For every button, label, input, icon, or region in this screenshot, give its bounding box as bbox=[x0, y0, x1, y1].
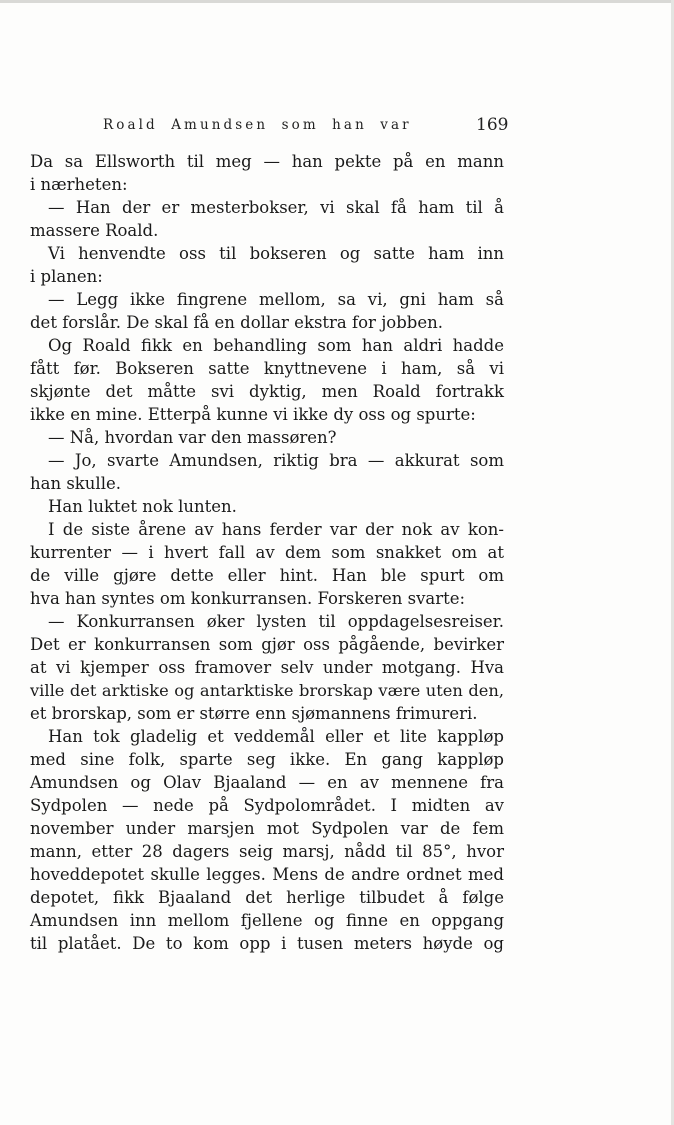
text-line: hoveddepotet skulle legges. Mens de andre ordnet med bbox=[30, 865, 504, 884]
text-line: depotet, fikk Bjaaland det herlige tilbudet å følge bbox=[30, 888, 504, 907]
text-line: i planen: bbox=[30, 267, 103, 286]
text-line: — Legg ikke fingrene mellom, sa vi, gni ham så bbox=[48, 290, 504, 309]
text-line: Sydpolen — nede på Sydpolområdet. I midten av bbox=[30, 796, 504, 815]
text-line: med sine folk, sparte seg ikke. En gang kappløp bbox=[30, 750, 504, 769]
text-line: Da sa Ellsworth til meg — han pekte på en mann bbox=[30, 152, 504, 171]
text-line: et brorskap, som er større enn sjømannens frimureri. bbox=[30, 704, 478, 723]
text-line: til platået. De to kom opp i tusen meters høyde og bbox=[30, 934, 504, 953]
text-line: ville det arktiske og antarktiske brorskap være uten den, bbox=[30, 681, 504, 700]
text-line: Og Roald fikk en behandling som han aldri hadde bbox=[48, 336, 504, 355]
text-line: ikke en mine. Etterpå kunne vi ikke dy oss og spurte: bbox=[30, 405, 476, 424]
text-line: Han luktet nok lunten. bbox=[48, 497, 237, 516]
text-line: — Konkurransen øker lysten til oppdagelsesreiser. bbox=[48, 612, 504, 631]
text-line: I de siste årene av hans ferder var der nok av kon- bbox=[48, 520, 504, 539]
text-line: — Jo, svarte Amundsen, riktig bra — akkurat som bbox=[48, 451, 504, 470]
text-line: kurrenter — i hvert fall av dem som snakket om at bbox=[30, 543, 504, 562]
body-text bbox=[30, 150, 504, 955]
text-line: det forslår. De skal få en dollar ekstra for jobben. bbox=[30, 313, 443, 332]
page-top-edge bbox=[0, 0, 674, 3]
text-line: massere Roald. bbox=[30, 221, 159, 240]
text-line: i nærheten: bbox=[30, 175, 128, 194]
text-line: Amundsen inn mellom fjellene og finne en oppgang bbox=[30, 911, 504, 930]
running-head: Roald Amundsen som han var bbox=[103, 117, 412, 133]
text-line: Amundsen og Olav Bjaaland — en av mennene fra bbox=[30, 773, 504, 792]
text-line: de ville gjøre dette eller hint. Han ble spurt om bbox=[30, 566, 504, 585]
text-line: fått før. Bokseren satte knyttnevene i ham, så vi bbox=[30, 359, 504, 378]
text-line: — Nå, hvordan var den massøren? bbox=[48, 428, 337, 447]
text-line: Det er konkurransen som gjør oss pågående, bevirker bbox=[30, 635, 504, 654]
text-line: Vi henvendte oss til bokseren og satte ham inn bbox=[48, 244, 504, 263]
text-line: at vi kjemper oss framover selv under motgang. Hva bbox=[30, 658, 504, 677]
page-number: 169 bbox=[476, 115, 509, 135]
text-line: hva han syntes om konkurransen. Forskeren svarte: bbox=[30, 589, 466, 608]
text-line: skjønte det måtte svi dyktig, men Roald fortrakk bbox=[30, 382, 504, 401]
text-line: november under marsjen mot Sydpolen var de fem bbox=[30, 819, 504, 838]
text-line: — Han der er mesterbokser, vi skal få ham til å bbox=[48, 198, 504, 217]
text-line: Han tok gladelig et veddemål eller et lite kappløp bbox=[48, 727, 504, 746]
text-line: han skulle. bbox=[30, 474, 121, 493]
text-line: mann, etter 28 dagers seig marsj, nådd til 85°, hvor bbox=[30, 842, 504, 861]
